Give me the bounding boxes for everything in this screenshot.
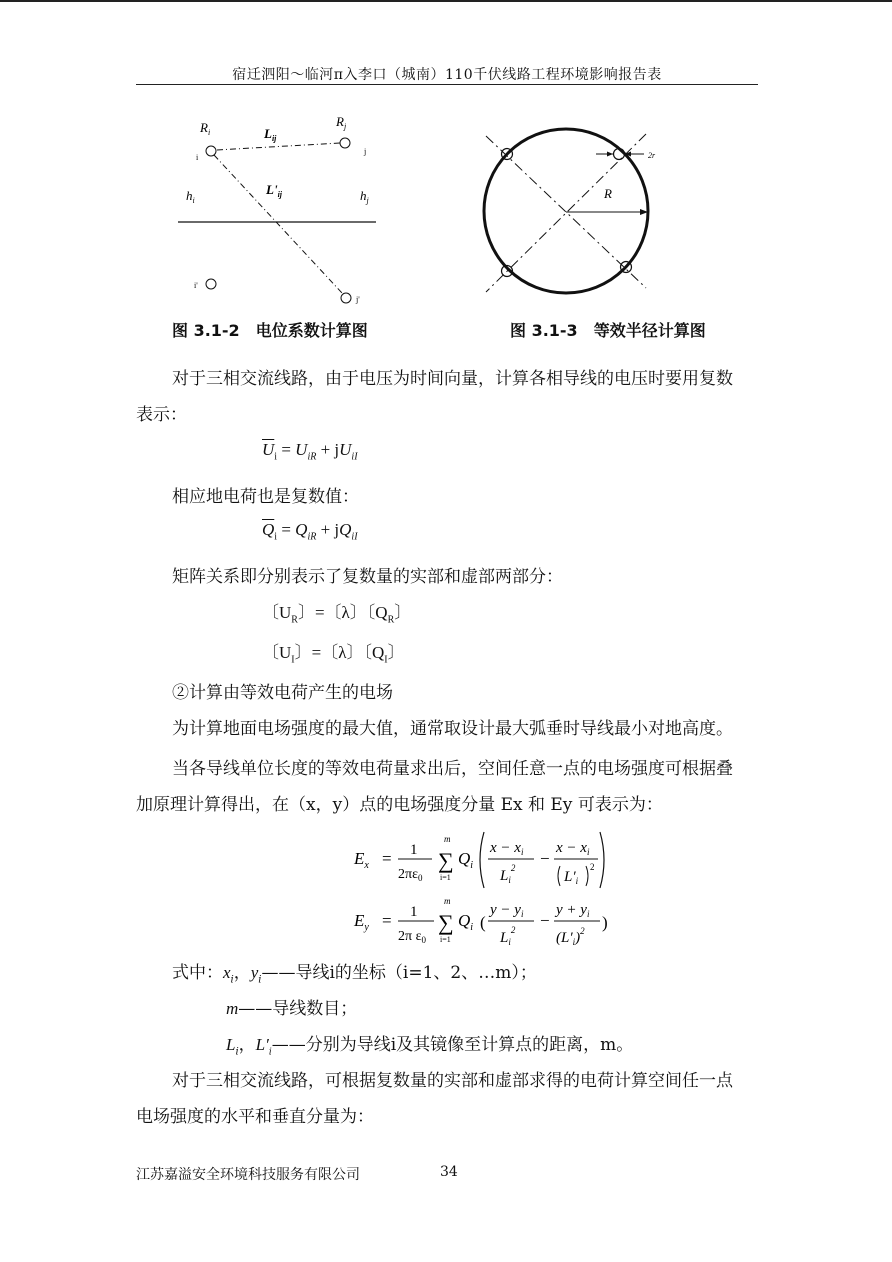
svg-text:Li2: $L_i^2$ (500, 925, 516, 947)
svg-text:1: 1 (410, 842, 418, 858)
svg-text:∑: ∑ (438, 910, 454, 935)
svg-text:x − xi: $x - x_i$ (490, 840, 524, 857)
svg-text:Ey: $E_y$ (354, 911, 369, 933)
image-conductor-j (341, 293, 351, 303)
svg-text:m: m (444, 896, 451, 906)
label-Lij: $L_{ij}$ (264, 126, 277, 143)
paragraph-5: 为计算地面电场强度的最大值，通常取设计最大弧垂时导线最小对地高度。 (172, 719, 733, 739)
label-i-prime: i' (194, 281, 198, 290)
paragraph-1-line-1: 对于三相交流线路，由于电压为时间向量，计算各相导线的电压时要用复数 (172, 369, 733, 389)
paragraph-7-line-1: 对于三相交流线路，可根据复数量的实部和虚部求得的电荷计算空间任一点 (172, 1071, 733, 1091)
bundle-circle (484, 129, 648, 293)
equation-ey (350, 894, 620, 956)
equation-voltage: $\overline{U}_i = U_{iR} + jU_{iI}$ (262, 440, 358, 463)
conductor-j (340, 138, 350, 148)
label-j-prime: j' (356, 295, 360, 304)
diagonal-2 (486, 134, 646, 292)
svg-text:∑: ∑ (438, 848, 454, 873)
distance-line-Lpij (214, 155, 342, 293)
label-j: j (364, 147, 367, 156)
label-Rj: $R_j$ (336, 114, 347, 131)
svg-text:−: − (540, 849, 550, 868)
svg-text:=: = (382, 849, 392, 868)
top-border (0, 0, 892, 2)
paragraph-6-line-1: 当各导线单位长度的等效电荷量求出后，空间任意一点的电场强度可根据叠 (172, 759, 733, 779)
definition-m: m——导线数目； (226, 999, 358, 1019)
svg-text:x − xi: $x - x_i$ (556, 840, 590, 857)
svg-text:Ex: $E_x$ (354, 849, 369, 871)
figure-caption-2: 图 3.1-3 等效半径计算图 (510, 321, 706, 340)
svg-text:i=1: i=1 (440, 935, 451, 944)
distance-line-Lij (217, 143, 340, 150)
svg-text:i=1: i=1 (440, 873, 451, 882)
label-hj: $h_j$ (360, 188, 369, 205)
label-i: i (196, 153, 199, 162)
svg-text:2π ε0: 2π $\varepsilon_0$ (398, 929, 426, 945)
footer-company: 江苏嘉溢安全环境科技服务有限公司 (136, 1167, 360, 1183)
figure-caption-1: 图 3.1-2 电位系数计算图 (172, 321, 368, 340)
label-Lpij: $L'_{ij}$ (266, 182, 283, 199)
equation-charge: $\overline{Q}_i = Q_{iR} + jQ_{iI}$ (262, 520, 358, 543)
image-conductor-i (206, 279, 216, 289)
header-rule (136, 84, 758, 85)
definition-coordinates: 式中：$x_i$，$y_i——$导线i的坐标（i=1、2、…m）； (172, 963, 537, 986)
equivalent-radius-diagram (476, 116, 706, 306)
svg-text:): ) (602, 913, 608, 932)
svg-text:m: m (444, 834, 451, 844)
svg-text:=: = (382, 911, 392, 930)
matrix-equation-imag: 〔$U_I$〕=〔λ〕〔$Q_I$〕 (262, 643, 405, 666)
paragraph-6-line-2: 加原理计算得出，在（x，y）点的电场强度分量 Ex 和 Ey 可表示为： (136, 795, 663, 815)
svg-text:2πε0: $2\pi\varepsilon_0$ (398, 867, 423, 883)
svg-text:Qi: $Q_i$ (458, 911, 474, 933)
svg-text:L′i: $L'_i$ (564, 869, 579, 886)
svg-text:−: − (540, 911, 550, 930)
paragraph-2: 相应地电荷也是复数值： (172, 487, 359, 507)
2r-arrowhead-left (607, 152, 613, 157)
label-hi: $h_i$ (186, 188, 195, 205)
page-number: 34 (440, 1164, 458, 1180)
page-header: 宿迁泗阳～临河π入李口（城南）110千伏线路工程环境影响报告表 (232, 67, 662, 83)
svg-text:(: ( (480, 913, 486, 932)
paragraph-4: ②计算由等效电荷产生的电场 (172, 683, 393, 703)
svg-text:y − yi: $y - y_i$ (490, 902, 524, 919)
definition-distances: $L_i$，$L'_i——$分别为导线i及其镜像至计算点的距离，m。 (226, 1035, 634, 1058)
equation-ex (350, 826, 620, 896)
svg-text:y + yi: $y + y_i$ (556, 902, 590, 919)
svg-text:1: 1 (410, 904, 418, 920)
conductor-i (206, 146, 216, 156)
svg-text:Qi: $Q_i$ (458, 849, 474, 871)
matrix-equation-real: 〔$U_R$〕=〔λ〕〔$Q_R$〕 (262, 603, 412, 626)
paragraph-1-line-2: 表示： (136, 405, 187, 425)
svg-text:Li2: $L_i^2$ (500, 863, 516, 885)
svg-text:(L′i)2: $(L'_i)^2$ (556, 926, 585, 947)
label-2r: 2r (648, 151, 656, 160)
label-R: R (604, 186, 612, 201)
potential-coefficient-diagram (160, 108, 400, 308)
paragraph-3: 矩阵关系即分别表示了复数量的实部和虚部两部分： (172, 567, 563, 587)
label-Ri: $R_i$ (200, 120, 211, 137)
paragraph-7-line-2: 电场强度的水平和垂直分量为： (136, 1107, 374, 1127)
svg-text:2: 2 (590, 862, 595, 872)
